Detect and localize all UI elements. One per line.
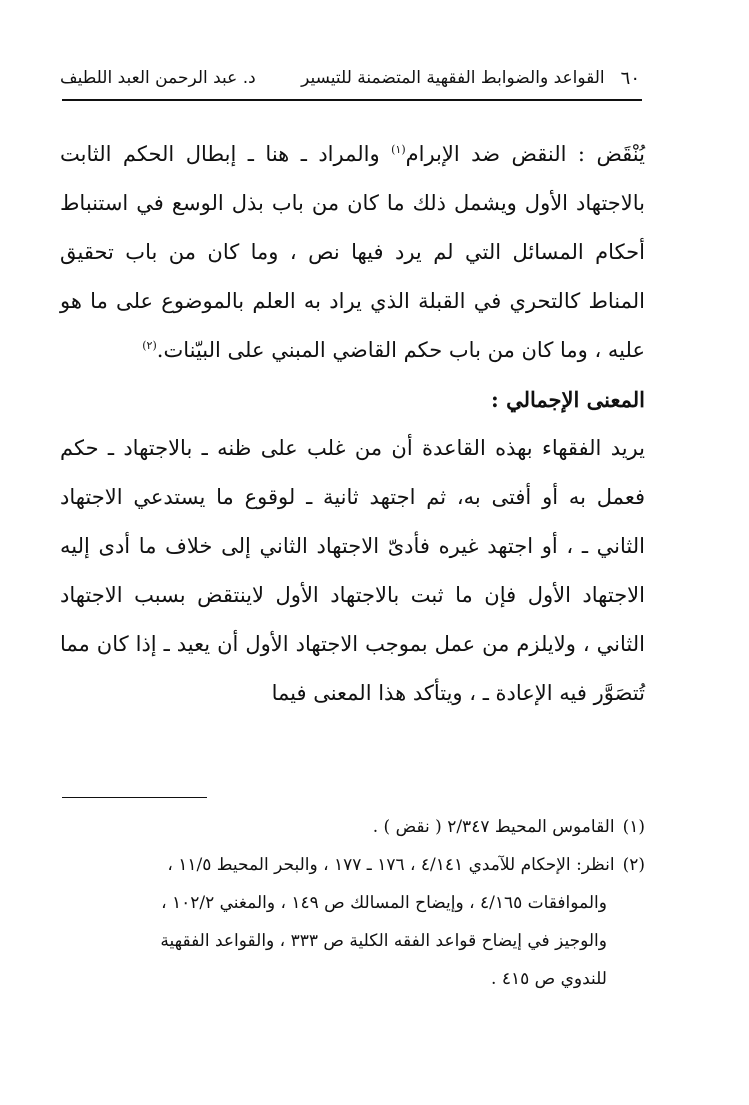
footnote-2-line-4: للندوي ص ٤١٥ . [491,969,607,989]
footnote-1 [60,808,645,846]
footnote-separator [62,797,207,798]
footnotes [60,808,645,998]
definition-text: يُنْقَض : النقض ضد الإبرام [405,142,645,166]
definition-text-rest: والمراد ـ هنا ـ إبطال الحكم الثابت بالاجتهاد الأول ويشمل ذلك ما كان من باب بذل الوسع في استنباط أحكام المسائل التي لم يرد فيها نص ، وما كان من باب تحقيق المناط كالتحري في القبلة الذي يراد به العلم بالموضوع على ما هو عليه ، وما كان من باب حكم القاضي المبني على البيّنات. [60,142,645,362]
main-text [60,130,645,718]
footnote-2-line-3: والوجيز في إيضاح قواعد الفقه الكلية ص ٣٣٣ ، والقواعد الفقهية [160,931,607,951]
paragraph-definition [60,130,645,375]
header-title-group [301,68,640,89]
footnote-2 [60,846,645,884]
page-number: ٦٠ [620,67,640,89]
footnote-number: (١) [622,817,645,837]
footnote-number: (٢) [622,855,645,875]
footnote-ref-1: (١) [391,143,406,156]
book-title: القواعد والضوابط الفقهية المتضمنة للتيسير [301,68,605,88]
paragraph-meaning: يريد الفقهاء بهذه القاعدة أن من غلب على ظنه ـ بالاجتهاد ـ حكم فعمل به أو أفتى به، ثم اجتهد ثانية ـ لوقوع ما يستدعي الاجتهاد الثاني ـ ، أو اجتهد غيره فأدىّ الاجتهاد الثاني إلى خلاف ما أدى إليه الاجتهاد الأول فإن ما ثبت بالاجتهاد الأول لاينتقض بسبب الاجتهاد الثاني ، ولايلزم من عمل بموجب الاجتهاد الأول أن يعيد ـ إذا كان مما تُتصَوَّر فيه الإعادة ـ ، ويتأكد هذا المعنى فيما [60,436,645,705]
section-heading: المعنى الإجمالي : [491,387,645,412]
footnote-ref-2: (٢) [142,339,157,352]
footnote-text: انظر: الإحكام للآمدي ٤/١٤١ ، ١٧٦ ـ ١٧٧ ، والبحر المحيط ١١/٥ ، [167,855,615,875]
author-name: د. عبد الرحمن العبد اللطيف [60,68,256,88]
footnote-text: القاموس المحيط ٢/٣٤٧ ( نقض ) . [372,817,615,837]
running-header [60,60,640,96]
header-rule [62,99,642,101]
footnote-2-line-2: والموافقات ٤/١٦٥ ، وإيضاح المسالك ص ١٤٩ ، والمغني ١٠٢/٢ ، [161,893,607,913]
